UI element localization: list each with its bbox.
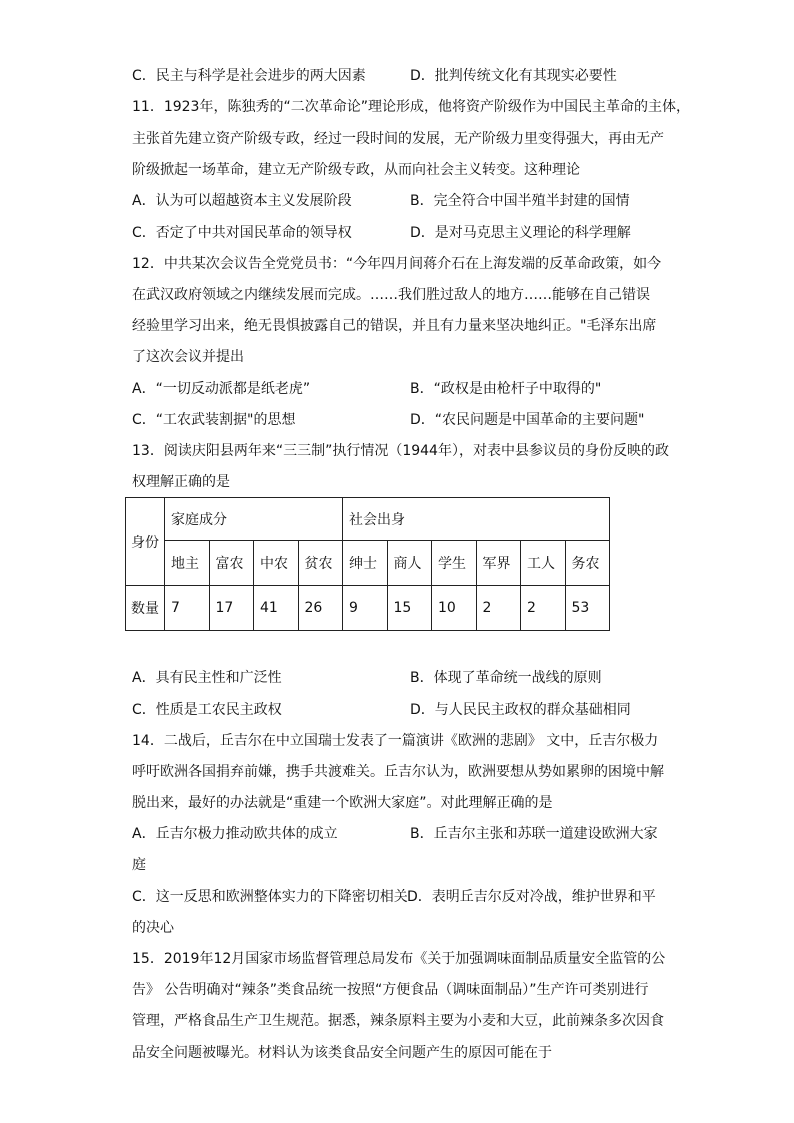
table-count: 7 <box>165 586 210 631</box>
table-category: 务农 <box>565 541 610 586</box>
table-group-family: 家庭成分 <box>165 498 343 541</box>
q14-option-a: A．丘吉尔极力推动欧共体的成立 <box>132 826 338 842</box>
q13-option-d: D．与人民民主政权的群众基础相同 <box>410 702 631 718</box>
q11-option-c: C．否定了中共对国民革命的领导权 <box>132 225 352 241</box>
q12-stem-line-3: 经验里学习出来，绝无畏惧披露自己的错误，并且有力量来坚决地纠正。"毛泽东出席 <box>132 318 657 334</box>
table-category: 中农 <box>254 541 299 586</box>
q10-option-d: D．批判传统文化有其现实必要性 <box>410 68 617 84</box>
table-category: 地主 <box>165 541 210 586</box>
q14-stem-line-1: 14．二战后，丘吉尔在中立国瑞士发表了一篇演讲《欧洲的悲剧》 文中，丘吉尔极力 <box>132 733 659 749</box>
table-count: 2 <box>476 586 521 631</box>
q13-option-c: C．性质是工农民主政权 <box>132 702 282 718</box>
table-group-social: 社会出身 <box>343 498 610 541</box>
table-count: 10 <box>432 586 477 631</box>
table-count: 53 <box>565 586 610 631</box>
table-count: 2 <box>521 586 566 631</box>
q15-stem-line-4: 品安全问题被曝光。材料认为该类食品安全问题产生的原因可能在于 <box>132 1045 552 1061</box>
q15-stem-line-1: 15．2019年12月国家市场监督管理总局发布《关于加强调味面制品质量安全监管的公 <box>132 951 666 967</box>
q10-option-c: C．民主与科学是社会进步的两大因素 <box>132 68 366 84</box>
table-category: 学生 <box>432 541 477 586</box>
table-category: 绅士 <box>343 541 388 586</box>
q12-option-c: C．“工农武装割据"的思想 <box>132 412 296 428</box>
q12-stem-line-1: 12．中共某次会议告全党党员书：“今年四月间蒋介石在上海发端的反革命政策，如今 <box>132 256 662 272</box>
q12-stem-line-4: 了这次会议并提出 <box>132 349 244 365</box>
q14-option-d-continued: 的决心 <box>132 920 174 936</box>
q15-stem-line-3: 管理，严格食品生产卫生规范。据悉，辣条原料主要为小麦和大豆，此前辣条多次因食 <box>132 1013 664 1029</box>
table-count: 15 <box>387 586 432 631</box>
table-category: 工人 <box>521 541 566 586</box>
q13-stem-line-1: 13．阅读庆阳县两年来“三三制”执行情况（1944年），对表中县参议员的身份反映的政 <box>132 443 669 459</box>
q13-stem-line-2: 权理解正确的是 <box>132 474 230 490</box>
q14-stem-line-3: 脱出来，最好的办法就是“重建一个欧洲大家庭”。对此理解正确的是 <box>132 795 553 811</box>
table-count: 9 <box>343 586 388 631</box>
q15-stem-line-2: 告》 公告明确对“辣条”类食品统一按照“方便食品（调味面制品）”生产许可类别进行 <box>132 982 649 998</box>
q14-option-c: C．这一反思和欧洲整体实力的下降密切相关 <box>132 889 408 905</box>
table-count: 17 <box>209 586 254 631</box>
q13-option-a: A．具有民主性和广泛性 <box>132 670 282 686</box>
q12-option-d: D．“农民问题是中国革命的主要问题" <box>410 412 645 428</box>
q12-stem-line-2: 在武汉政府领域之内继续发展而完成。……我们胜过敌人的地方……能够在自己错误 <box>132 287 650 303</box>
q11-stem-line-2: 主张首先建立资产阶级专政，经过一段时间的发展，无产阶级力里变得强大，再由无产 <box>132 131 664 147</box>
q12-option-b: B．“政权是由枪杆子中取得的" <box>410 381 602 397</box>
table-category: 贫农 <box>298 541 343 586</box>
q11-option-a: A．认为可以超越资本主义发展阶段 <box>132 193 352 209</box>
table-count-label: 数量 <box>126 586 165 631</box>
q14-option-b: B．丘吉尔主张和苏联一道建设欧洲大家 <box>410 826 658 842</box>
q12-option-a: A．“一切反动派都是纸老虎” <box>132 381 311 397</box>
identity-table <box>125 497 610 631</box>
q14-option-d: D．表明丘吉尔反对冷战，维护世界和平 <box>407 889 656 905</box>
q11-stem-line-1: 11．1923年，陈独秀的“二次革命论”理论形成，他将资产阶级作为中国民主革命的主体， <box>132 99 690 115</box>
table-category: 军界 <box>476 541 521 586</box>
table-category: 富农 <box>209 541 254 586</box>
q14-stem-line-2: 呼吁欧洲各国捐弃前嫌，携手共渡难关。丘吉尔认为，欧洲要想从势如累卵的困境中解 <box>132 764 664 780</box>
table-category: 商人 <box>387 541 432 586</box>
q11-option-b: B．完全符合中国半殖半封建的国情 <box>410 193 630 209</box>
q13-option-b: B．体现了革命统一战线的原则 <box>410 670 602 686</box>
table-count: 41 <box>254 586 299 631</box>
table-count: 26 <box>298 586 343 631</box>
q11-option-d: D．是对马克思主义理论的科学理解 <box>410 225 631 241</box>
q14-option-b-continued: 庭 <box>132 857 146 873</box>
q11-stem-line-3: 阶级掀起一场革命，建立无产阶级专政，从而向社会主义转变。这种理论 <box>132 162 580 178</box>
table-row-header: 身份 <box>126 498 165 586</box>
